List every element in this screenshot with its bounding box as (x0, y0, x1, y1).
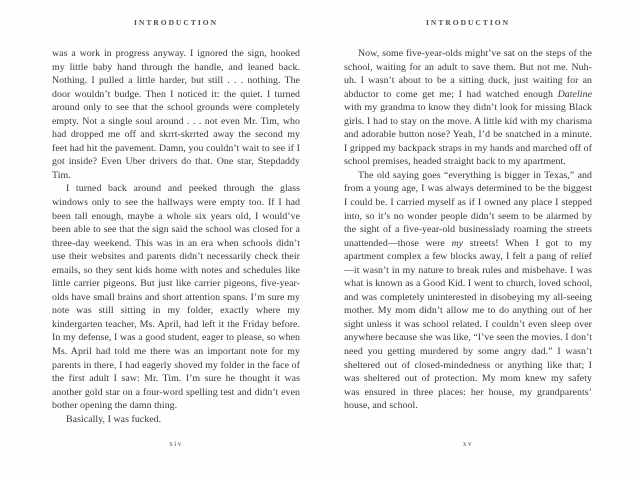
paragraph: Basically, I was fucked. (66, 413, 162, 425)
paragraph: Now, some five-year-olds might’ve sat on the steps of the school, waiting for an adult to save them. But not me. Nuh-uh. I wasn’t about to be a sitting duck, just waiting for an abductor to come get me; I had watched enough Dateline with my grandma to know they didn’t look for missing Black girls. I had to stay on the move. A little kid with my charisma and adorable button nose? Yeah, I’d be snatched in a minute. I gripped my backpack straps in my hands and marched off of school premises, headed straight back to my apartment. (344, 48, 592, 168)
paragraph: was a work in progress anyway. I ignored the sign, hooked my little baby hand through the handle, and leaned back. Nothing. I pulled a little harder, but still . . . nothing. The door wouldn’t budge. Then I noticed it: the quiet. I turned around only to see that the school grounds were completely empty. Not a single soul around . . . not even Mr. Tim, who had dropped me off and skrrt-skrrted away the second my feet had hit the pavement. Damn, you couldn’t wait to see if I got inside? Even Uber drivers do that. One star, Stepdaddy Tim. (52, 48, 300, 181)
italic-text: my (451, 237, 464, 249)
page-number-left: xiv (169, 440, 183, 448)
italic-text: Dateline (557, 88, 592, 100)
paragraph: I turned back around and peeked through the glass windows only to see the hallways were empty too. If I had been tall enough, maybe a whole six years old, I would’ve been able to see that the sign said the school was closed for a three-day weekend. This was in an era when schools didn’t use their websites and parents didn’t necessarily check their emails, so they sent kids home with notes and schedules like little carrier pigeons. But just like carrier pigeons, five-year-olds have small brains and short attention spans. I’m sure my note was still sitting in my folder, exactly where my kindergarten teacher, Ms. April, had left it the Friday before. In my defense, I was a good student, eager to please, so when Ms. April had told me there was an important note for my parents in there, I had eagerly shoved my folder in the face of the first adult I saw: Mr. Tim. I’m sure he thought it was another gold star on a four-word spelling test and didn’t even bother opening the damn thing. (52, 183, 300, 412)
paragraph: The old saying goes “everything is bigger in Texas,” and from a young age, I was always determined to be the biggest I could be. I carried myself as if I owned any place I stepped into, so it’s no wonder people didn’t seem to be alarmed by the sight of a five-year-old businesslady roaming the streets unattended—those were my streets! When I got to my apartment complex a few blocks away, I felt a pang of relief—it wasn’t in my nature to break rules and misbehave. I was what is known as a Good Kid. I went to church, loved school, and was completely uninterested in disobeying my all-seeing mother. My mom didn’t allow me to do anything out of her sight unless it was school related. I couldn’t even sleep over anywhere because she was like, “I’ve seen the movies. I don’t need you getting murdered by some angry dad.” I wasn’t sheltered out of closed-mindedness or anything like that; I was sheltered out of protection. My mom knew my safety was ensured in three places: her house, my grandparents’ house, and school. (344, 169, 593, 412)
running-header-right: INTRODUCTION (425, 18, 510, 27)
page-left-text (52, 47, 300, 426)
running-header-left: INTRODUCTION (133, 18, 218, 27)
page-right (344, 0, 592, 480)
page-right-text (344, 47, 592, 413)
page-left (52, 0, 300, 480)
page-number-right: xv (463, 440, 473, 448)
